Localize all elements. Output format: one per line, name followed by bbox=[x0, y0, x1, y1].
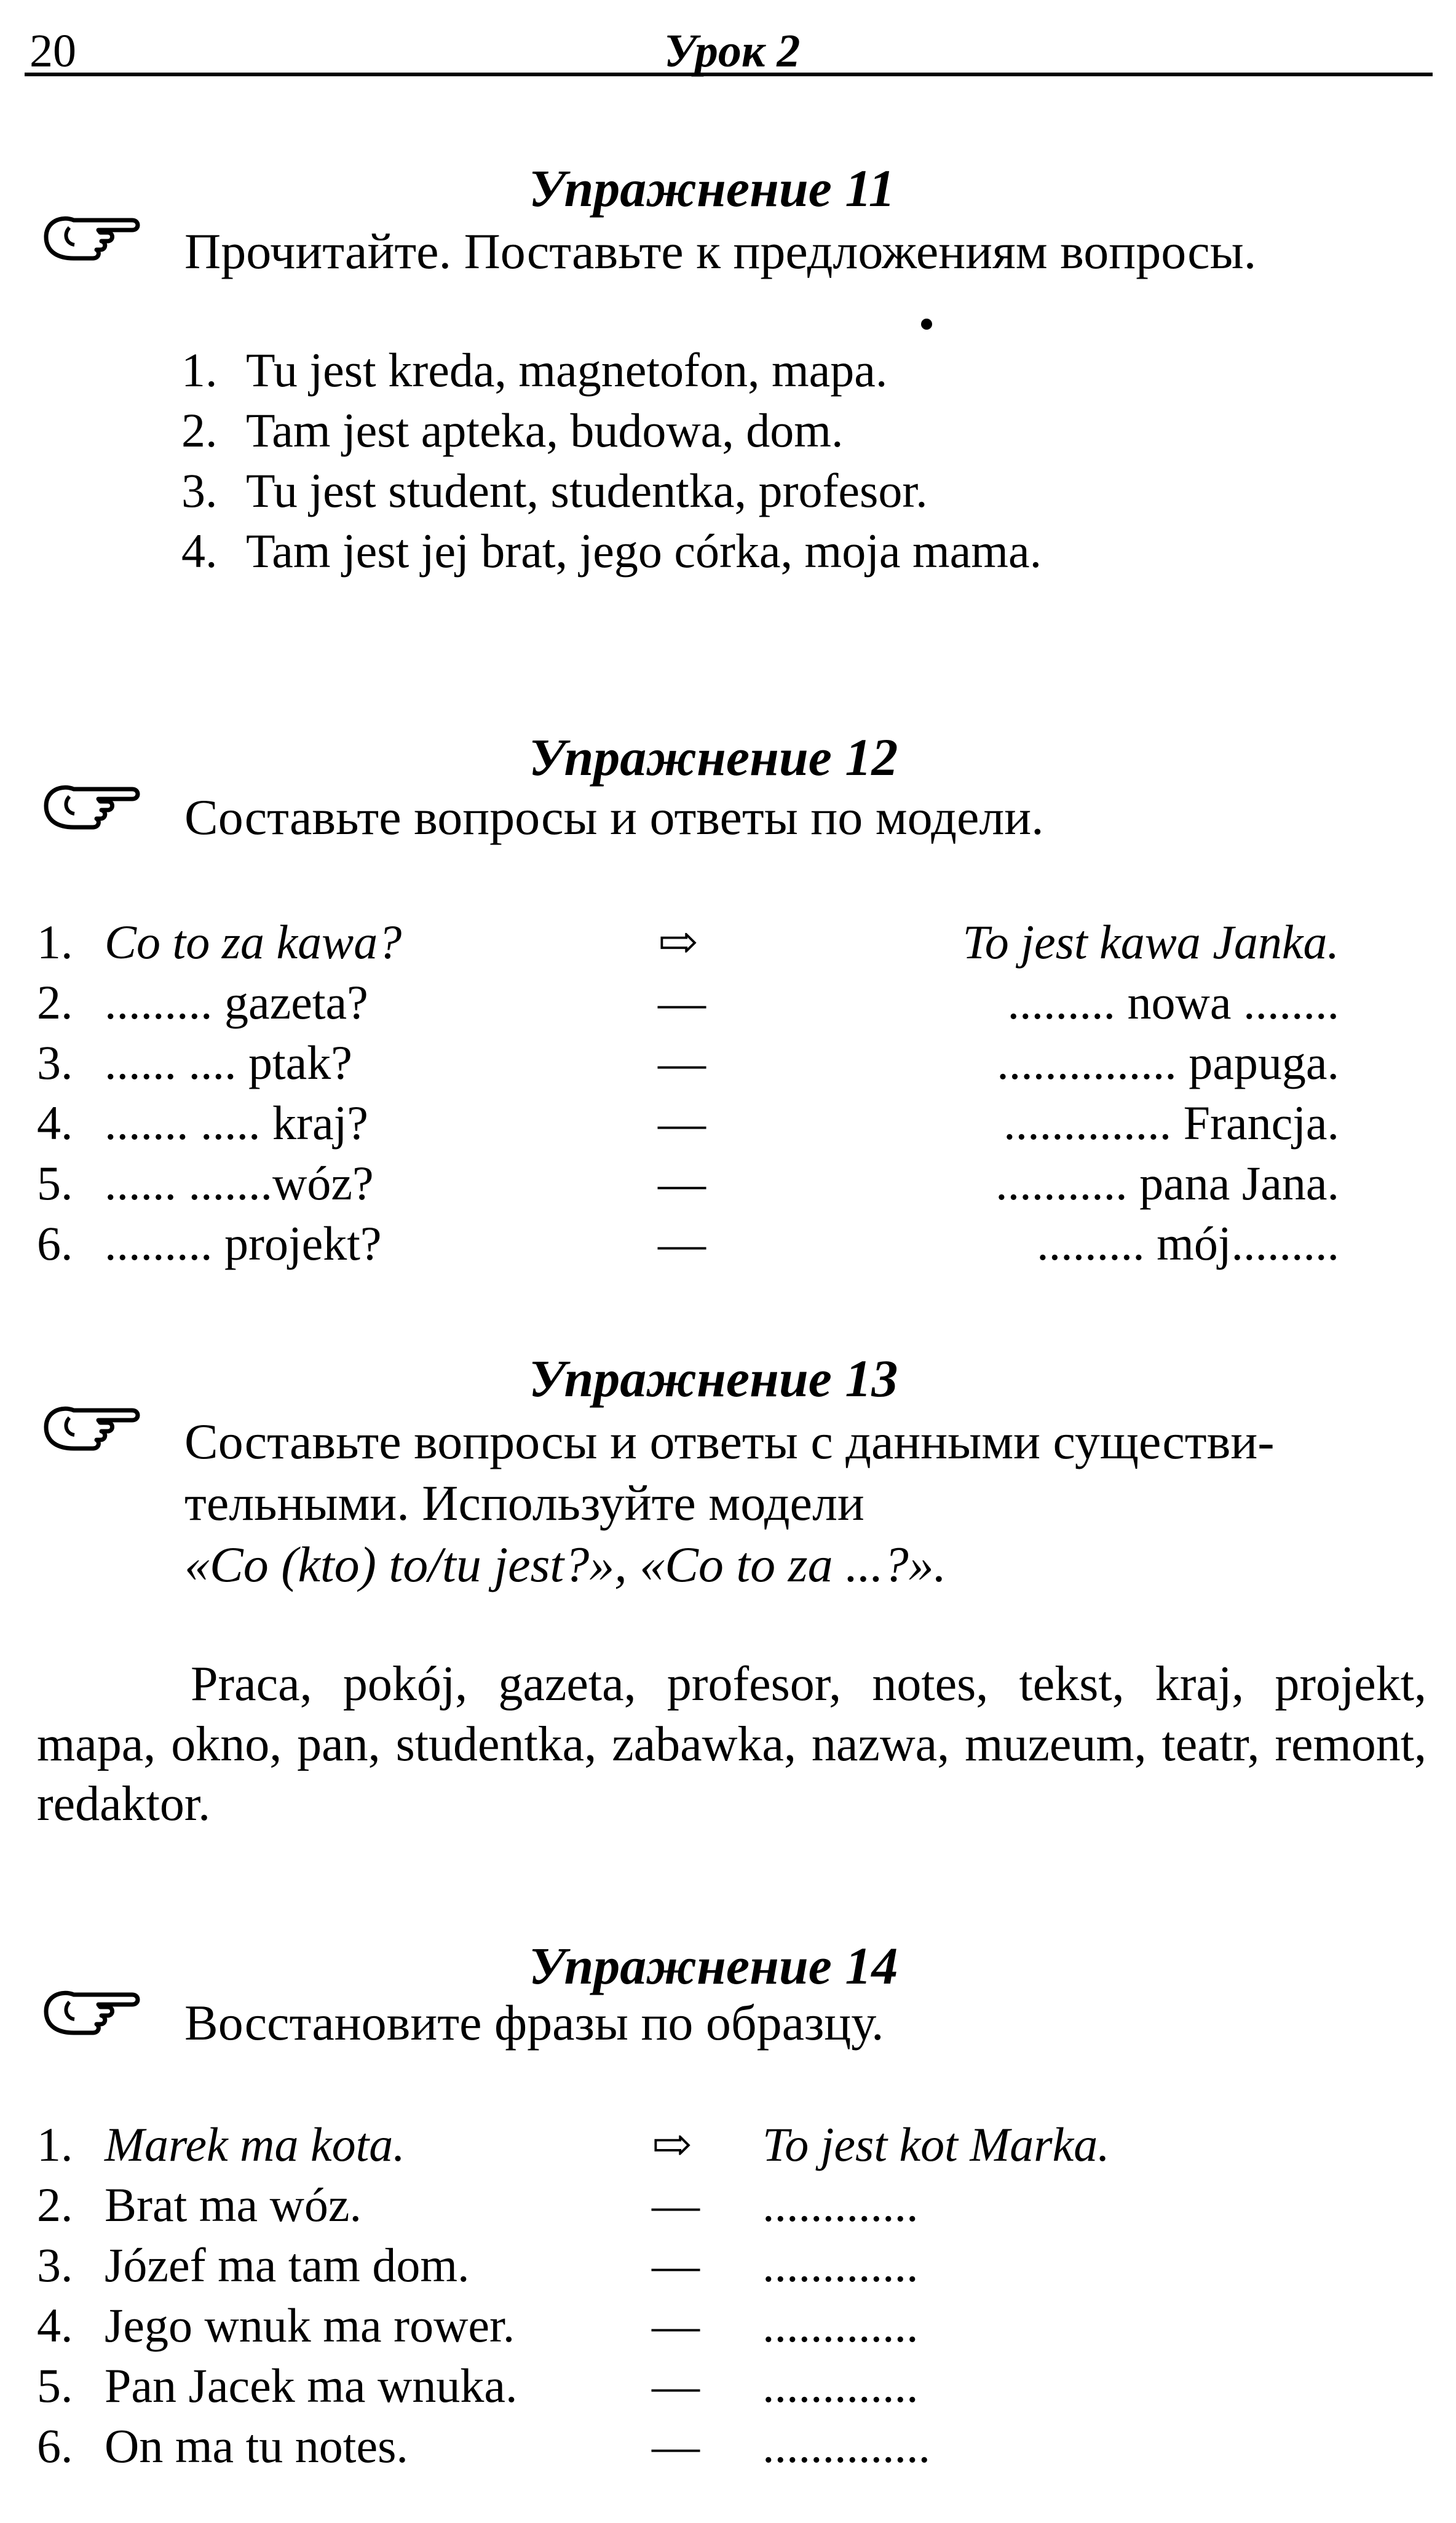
answer-cell: ............. bbox=[762, 2299, 919, 2352]
exercise-11-title: Упражнение 11 bbox=[529, 159, 895, 218]
dash-separator: — bbox=[658, 1217, 706, 1270]
answer-cell: .............. Francja. bbox=[1003, 1096, 1339, 1150]
dash-separator: — bbox=[658, 1036, 706, 1089]
answer-cell: ........... pana Jana. bbox=[995, 1156, 1339, 1210]
list-item: Tu jest kreda, magnetofon, mapa. bbox=[246, 343, 888, 397]
exercise-14-title: Упражнение 14 bbox=[529, 1936, 898, 1995]
arrow-icon: ⇨ bbox=[652, 2118, 692, 2171]
row-number: 5. bbox=[37, 1156, 73, 1210]
exercise-12-title: Упражнение 12 bbox=[529, 728, 898, 787]
exercise-11-instruction: Прочитайте. Поставьте к предложениям вопросы. bbox=[184, 223, 1257, 279]
pointing-hand-icon bbox=[37, 778, 148, 840]
sentence-cell: Jego wnuk ma rower. bbox=[105, 2299, 515, 2352]
pointing-hand-icon bbox=[37, 209, 148, 271]
list-item: Tam jest jej brat, jego córka, moja mama. bbox=[246, 524, 1042, 578]
row-number: 4. bbox=[37, 1096, 73, 1150]
exercise-13-instruction-line1: Составьте вопросы и ответы с данными существи- bbox=[184, 1413, 1275, 1469]
list-item-number: 4. bbox=[181, 524, 218, 578]
dash-separator: — bbox=[652, 2419, 700, 2473]
dash-separator: — bbox=[658, 1156, 706, 1210]
exercise-13-models: «Co (kto) to/tu jest?», «Co to za ...?». bbox=[184, 1536, 947, 1592]
question-cell: Co to za kawa? bbox=[105, 915, 402, 969]
answer-cell: ......... nowa ........ bbox=[1007, 975, 1339, 1029]
answer-cell: ............. bbox=[762, 2359, 919, 2412]
dash-separator: — bbox=[658, 1096, 706, 1150]
sentence-cell: Pan Jacek ma wnuka. bbox=[105, 2359, 518, 2412]
sentence-cell: Brat ma wóz. bbox=[105, 2178, 362, 2231]
sentence-cell: On ma tu notes. bbox=[105, 2419, 408, 2473]
sentence-cell: Józef ma tam dom. bbox=[105, 2238, 470, 2292]
row-number: 1. bbox=[37, 915, 73, 969]
list-item-number: 2. bbox=[181, 403, 218, 457]
list-item-number: 1. bbox=[181, 343, 218, 397]
row-number: 6. bbox=[37, 2419, 73, 2473]
row-number: 4. bbox=[37, 2299, 73, 2352]
row-number: 2. bbox=[37, 2178, 73, 2231]
exercise-13-title: Упражнение 13 bbox=[529, 1349, 898, 1408]
answer-cell: To jest kawa Janka. bbox=[962, 915, 1339, 969]
row-number: 3. bbox=[37, 1036, 73, 1089]
answer-cell: .............. bbox=[762, 2419, 930, 2473]
exercise-12-instruction: Составьте вопросы и ответы по модели. bbox=[184, 789, 1044, 845]
row-number: 1. bbox=[37, 2118, 73, 2171]
question-cell: ....... ..... kraj? bbox=[105, 1096, 368, 1150]
row-number: 3. bbox=[37, 2238, 73, 2292]
list-item: Tu jest student, studentka, profesor. bbox=[246, 464, 928, 517]
row-number: 6. bbox=[37, 1217, 73, 1270]
page-number: 20 bbox=[30, 25, 76, 77]
question-cell: ...... .......wóz? bbox=[105, 1156, 374, 1210]
answer-cell: To jest kot Marka. bbox=[762, 2118, 1110, 2171]
sentence-cell: Marek ma kota. bbox=[105, 2118, 405, 2171]
dash-separator: — bbox=[658, 975, 706, 1029]
list-item: Tam jest apteka, budowa, dom. bbox=[246, 403, 844, 457]
dash-separator: — bbox=[652, 2178, 700, 2231]
exercise-14-instruction: Восстановите фразы по образцу. bbox=[184, 1995, 884, 2051]
question-cell: ......... gazeta? bbox=[105, 975, 368, 1029]
pointing-hand-icon bbox=[37, 1399, 148, 1461]
page-header bbox=[25, 23, 1433, 76]
row-number: 5. bbox=[37, 2359, 73, 2412]
answer-cell: ............. bbox=[762, 2178, 919, 2231]
row-number: 2. bbox=[37, 975, 73, 1029]
question-cell: ......... projekt? bbox=[105, 1217, 382, 1270]
pointing-hand-icon bbox=[37, 1984, 148, 2045]
list-item-number: 3. bbox=[181, 464, 218, 517]
dash-separator: — bbox=[652, 2238, 700, 2292]
question-cell: ...... .... ptak? bbox=[105, 1036, 352, 1089]
dash-separator: — bbox=[652, 2359, 700, 2412]
exercise-13-word-list: Praca, pokój, gazeta, profesor, notes, tekst, kraj, projekt, mapa, okno, pan, studentka, zabawka, nazwa, muzeum, teatr, remont, redaktor. bbox=[37, 1657, 1426, 1832]
stray-dot bbox=[921, 319, 932, 330]
answer-cell: ............... papuga. bbox=[997, 1036, 1339, 1089]
arrow-icon: ⇨ bbox=[658, 915, 698, 969]
exercise-13-instruction-line2: тельными. Используйте модели bbox=[184, 1475, 865, 1531]
answer-cell: ............. bbox=[762, 2238, 919, 2292]
lesson-title: Урок 2 bbox=[664, 25, 801, 77]
answer-cell: ......... mój......... bbox=[1037, 1217, 1339, 1270]
dash-separator: — bbox=[652, 2299, 700, 2352]
